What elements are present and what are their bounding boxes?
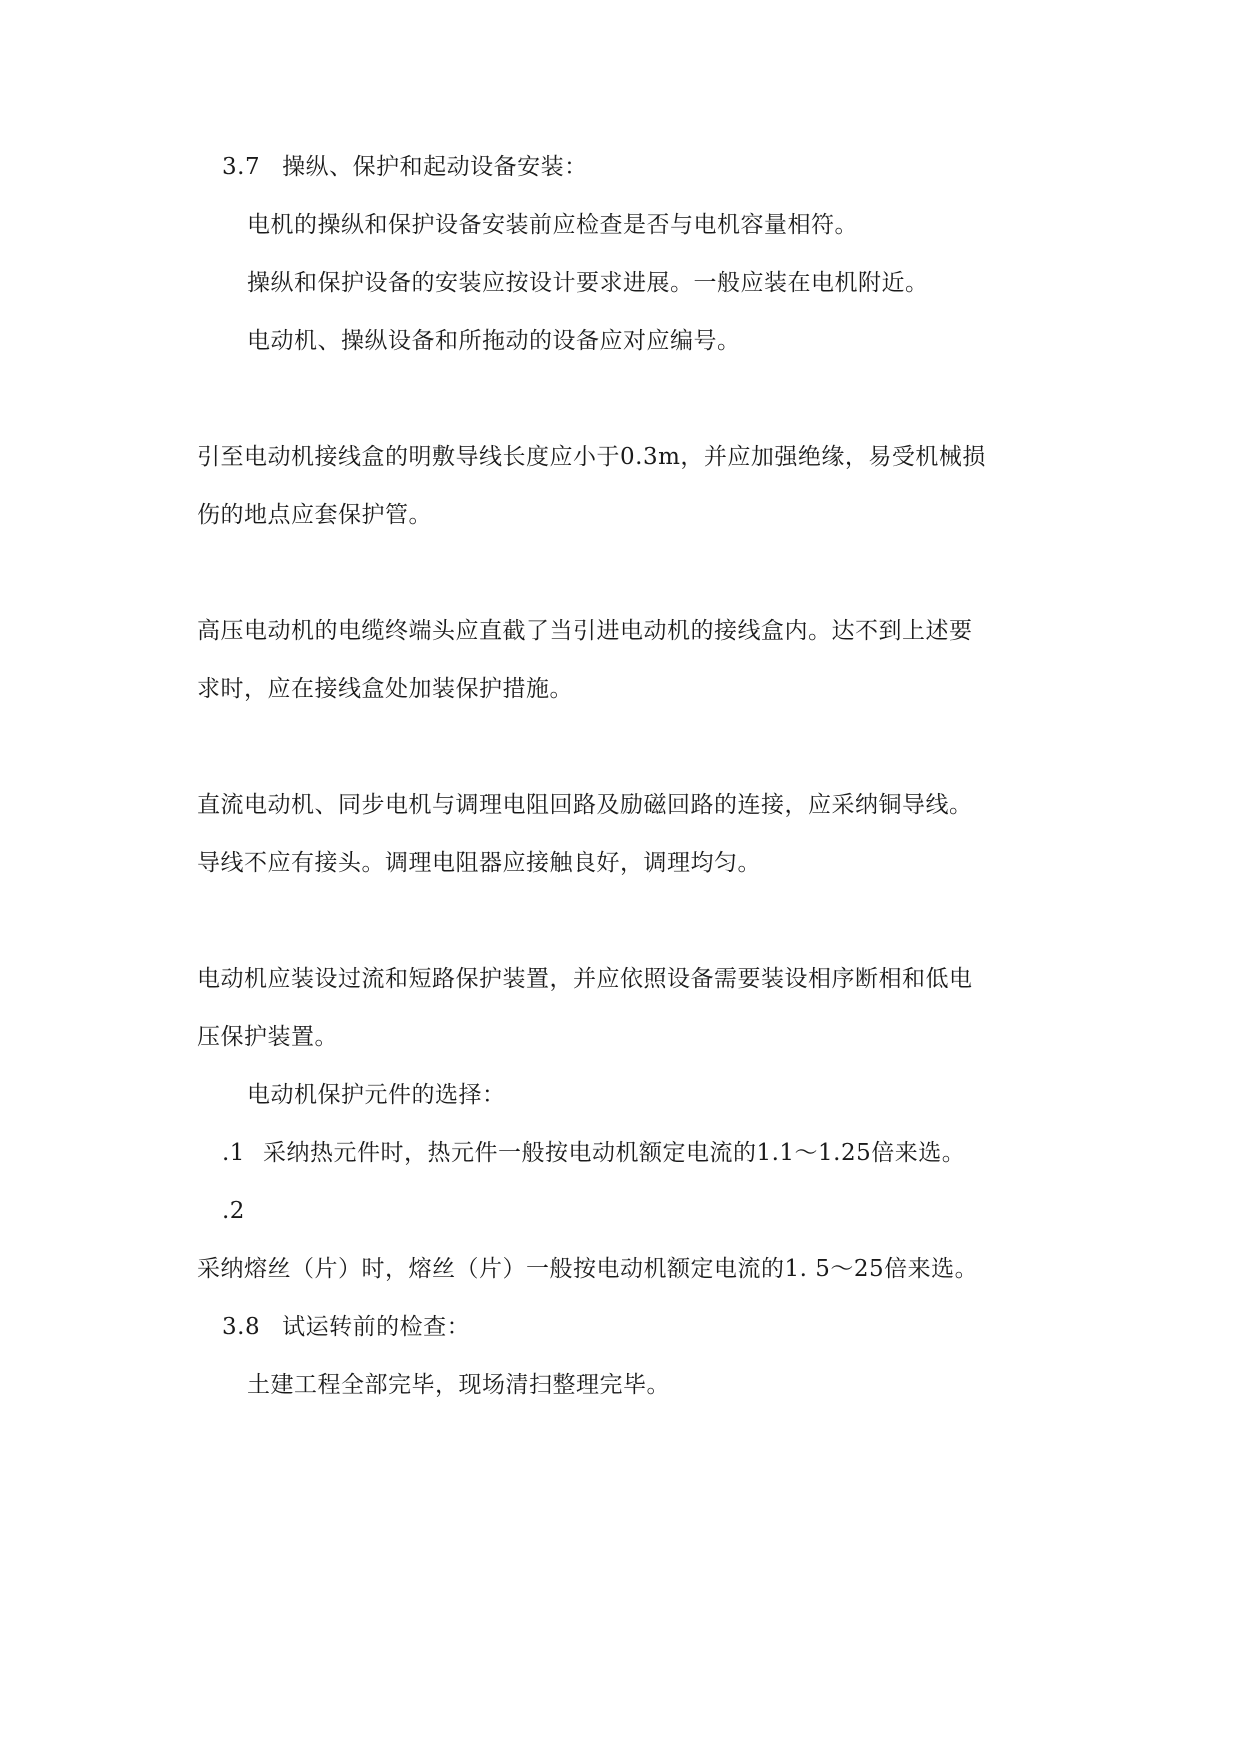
paragraph-line: 操纵和保护设备的安装应按设计要求进展。一般应装在电机附近。 — [247, 270, 929, 296]
list-item — [222, 1138, 965, 1168]
paragraph-line: 压保护装置。 — [197, 1024, 338, 1050]
paragraph-line: 引至电动机接线盒的明敷导线长度应小于0.3m，并应加强绝缘，易受机械损 — [197, 444, 986, 470]
list-item-number: .2 — [222, 1198, 245, 1224]
section-number: 3.8 — [222, 1314, 261, 1340]
section-3-7-heading — [222, 152, 588, 182]
section-title: 操纵、保护和起动设备安装： — [282, 154, 588, 180]
section-number: 3.7 — [222, 154, 261, 180]
list-item-text: 采纳热元件时，热元件一般按电动机额定电流的1.1～1.25倍来选。 — [262, 1140, 966, 1166]
paragraph-line: 电机的操纵和保护设备安装前应检查是否与电机容量相符。 — [247, 212, 858, 238]
paragraph-line: 导线不应有接头。调理电阻器应接触良好，调理均匀。 — [197, 850, 761, 876]
paragraph-line: 伤的地点应套保护管。 — [197, 502, 432, 528]
paragraph-line: 求时，应在接线盒处加装保护措施。 — [197, 676, 573, 702]
paragraph-line: 电动机应装设过流和短路保护装置，并应依照设备需要装设相序断相和低电 — [197, 966, 973, 992]
paragraph-line: 电动机、操纵设备和所拖动的设备应对应编号。 — [247, 328, 741, 354]
section-title: 试运转前的检查： — [282, 1314, 471, 1340]
paragraph-line: 高压电动机的电缆终端头应直截了当引进电动机的接线盒内。达不到上述要 — [197, 618, 973, 644]
list-item-number: .1 — [222, 1140, 245, 1166]
section-3-8-heading — [222, 1312, 470, 1342]
subsection-heading: 电动机保护元件的选择： — [247, 1082, 506, 1108]
paragraph-line: 土建工程全部完毕，现场清扫整理完毕。 — [247, 1372, 670, 1398]
paragraph-line: 直流电动机、同步电机与调理电阻回路及励磁回路的连接，应采纳铜导线。 — [197, 792, 973, 818]
list-item-text: 采纳熔丝（片）时，熔丝（片）一般按电动机额定电流的1. 5～25倍来选。 — [197, 1256, 979, 1282]
